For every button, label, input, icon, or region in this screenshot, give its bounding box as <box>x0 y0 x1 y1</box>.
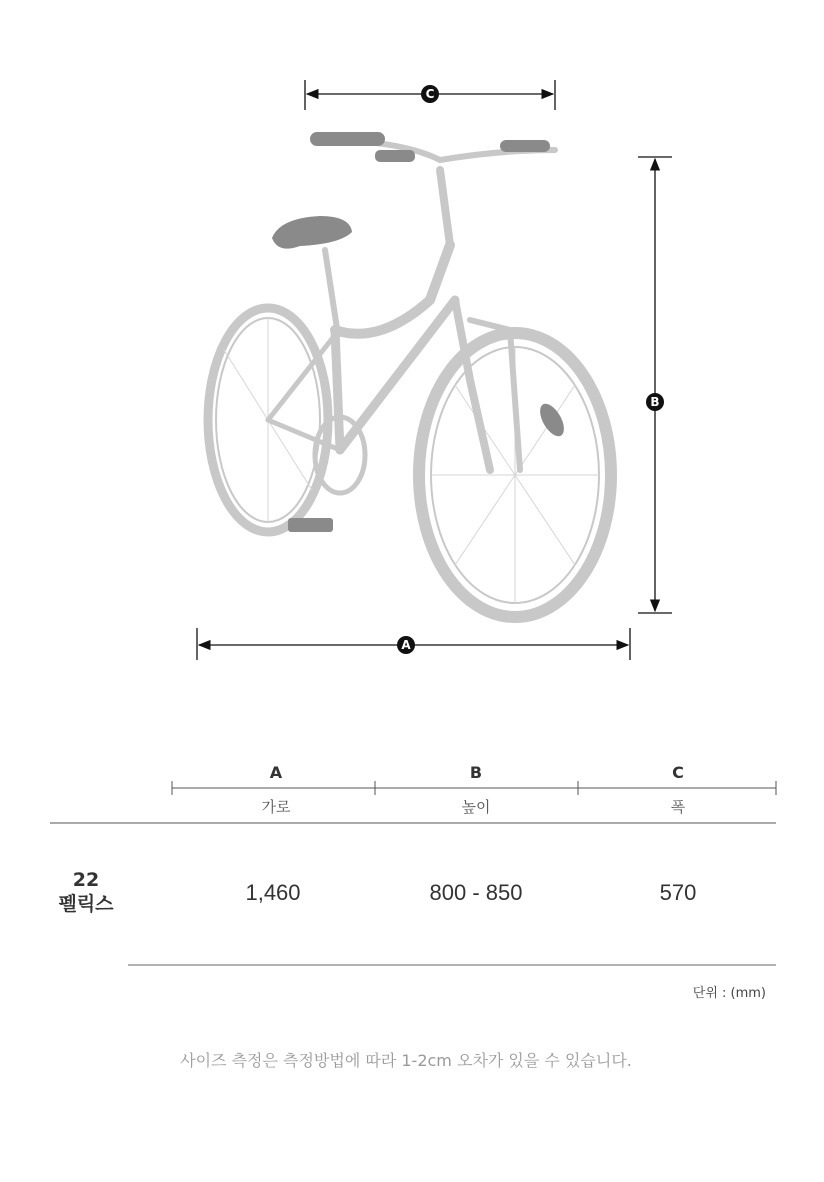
column-letter: A <box>269 763 283 782</box>
column-header-c <box>578 763 778 817</box>
model-size: 22 <box>72 869 100 891</box>
column-header-a <box>176 763 376 817</box>
model-name <box>48 868 124 916</box>
column-letter: B <box>469 763 483 782</box>
value-c: 570 <box>659 880 697 905</box>
dimension-label-c: C <box>421 85 439 103</box>
column-name: 폭 <box>670 798 686 816</box>
value-a: 1,460 <box>245 880 301 905</box>
unit-label: 단위 : (mm) <box>692 986 766 1001</box>
column-letter: C <box>672 763 684 782</box>
column-header-b <box>376 763 576 817</box>
dimension-label-a: A <box>397 636 415 654</box>
dimension-label-b: B <box>646 393 664 411</box>
value-b: 800 - 850 <box>429 880 523 905</box>
column-name: 높이 <box>461 798 491 816</box>
model-title: 펠릭스 <box>58 893 114 915</box>
column-name: 가로 <box>261 798 291 816</box>
measurement-note: 사이즈 측정은 측정방법에 따라 1-2cm 오차가 있을 수 있습니다. <box>180 1051 632 1070</box>
